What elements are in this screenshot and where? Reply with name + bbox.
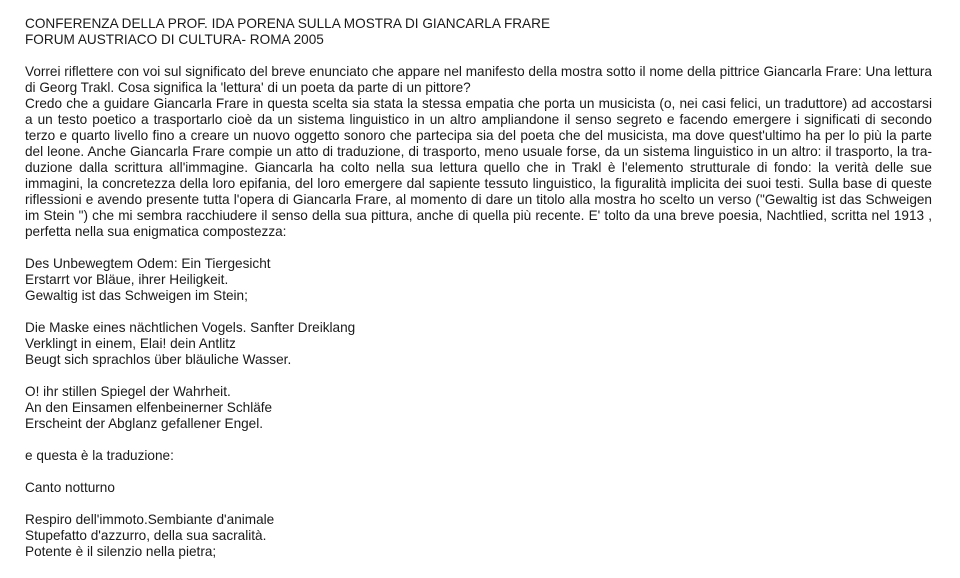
translation-intro: e questa è la traduzione: [25, 448, 174, 463]
spacer [25, 240, 932, 256]
poem-line: Des Unbewegtem Odem: Ein Tiergesicht [25, 256, 271, 271]
spacer [25, 496, 932, 512]
poem-line: Die Maske eines nächtlichen Vogels. Sanfter Dreiklang [25, 320, 356, 335]
translation-line: Respiro dell'immoto.Sembiante d'animale [25, 512, 275, 527]
spacer [25, 368, 932, 384]
translation-title: Canto notturno [25, 480, 115, 495]
spacer [25, 48, 932, 64]
translation-line: Potente è il silenzio nella pietra; [25, 544, 217, 559]
poem-line: Erstarrt vor Bläue, ihrer Heiligkeit. [25, 272, 229, 287]
document-subtitle: FORUM AUSTRIACO DI CULTURA- ROMA 2005 [25, 32, 324, 47]
poem-line: Verklingt in einem, Elai! dein Antlitz [25, 336, 236, 351]
intro-paragraph: Vorrei riflettere con voi sul significato del breve enunciato che appare nel manifesto della mostra sotto il nome della pittrice Giancarla Frare: Una lettura di Georg Trakl. Cosa significa la 'lettura' di un poeta da parte di un pittore? [25, 64, 932, 95]
poem-line: An den Einsamen elfenbeinerner Schläfe [25, 400, 273, 415]
spacer [25, 464, 932, 480]
body-paragraph: Credo che a guidare Giancarla Frare in questa scelta sia stata la stessa empatia che porta un musicista (o, nei casi felici, un traduttore) ad accostarsi a un testo poetico a trasportarlo cioè da un sistema linguistico in un altro ampliandone il senso segreto e facendo emergere i significati di secondo terzo e quarto livello fino a creare un nuovo oggetto sonoro che partecipa sia del poeta che del musicista, ma dove quest'ultimo ha per lo più la parte del leone. Anche Giancarla Frare compie un atto di traduzione, di trasporto, meno usuale forse, da un sistema linguistico in un altro: il trasporto, la tra-duzione dalla scrittura all'immagine. Giancarla ha colto nella sua lettura quello che in Trakl è l'elemento strutturale di fondo: la verità delle sue immagini, la concretezza della loro epifania, del loro emergere dal sapiente tessuto linguistico, la figuralità implicita dei suoi testi. Sulla base di queste riflessioni e avendo presente tutta l'opera di Giancarla Frare, al momento di dare un titolo alla mostra ho scelto un verso ("Gewaltig ist das Schweigen im Stein ") che mi sembra racchiudere il senso della sua pittura, anche di quella più recente. E' tolto da una breve poesia, Nachtlied, scritta nel 1913 , perfetta nella sua enigmatica compostezza: [25, 96, 932, 239]
spacer [25, 432, 932, 448]
document-title: CONFERENZA DELLA PROF. IDA PORENA SULLA MOSTRA DI GIANCARLA FRARE [25, 16, 551, 31]
translation-line: Stupefatto d'azzurro, della sua sacralità. [25, 528, 267, 543]
poem-line: Beugt sich sprachlos über bläuliche Wasser. [25, 352, 292, 367]
document [25, 16, 932, 560]
poem-line: O! ihr stillen Spiegel der Wahrheit. [25, 384, 231, 399]
spacer [25, 304, 932, 320]
poem-line: Erscheint der Abglanz gefallener Engel. [25, 416, 264, 431]
poem-line: Gewaltig ist das Schweigen im Stein; [25, 288, 248, 303]
